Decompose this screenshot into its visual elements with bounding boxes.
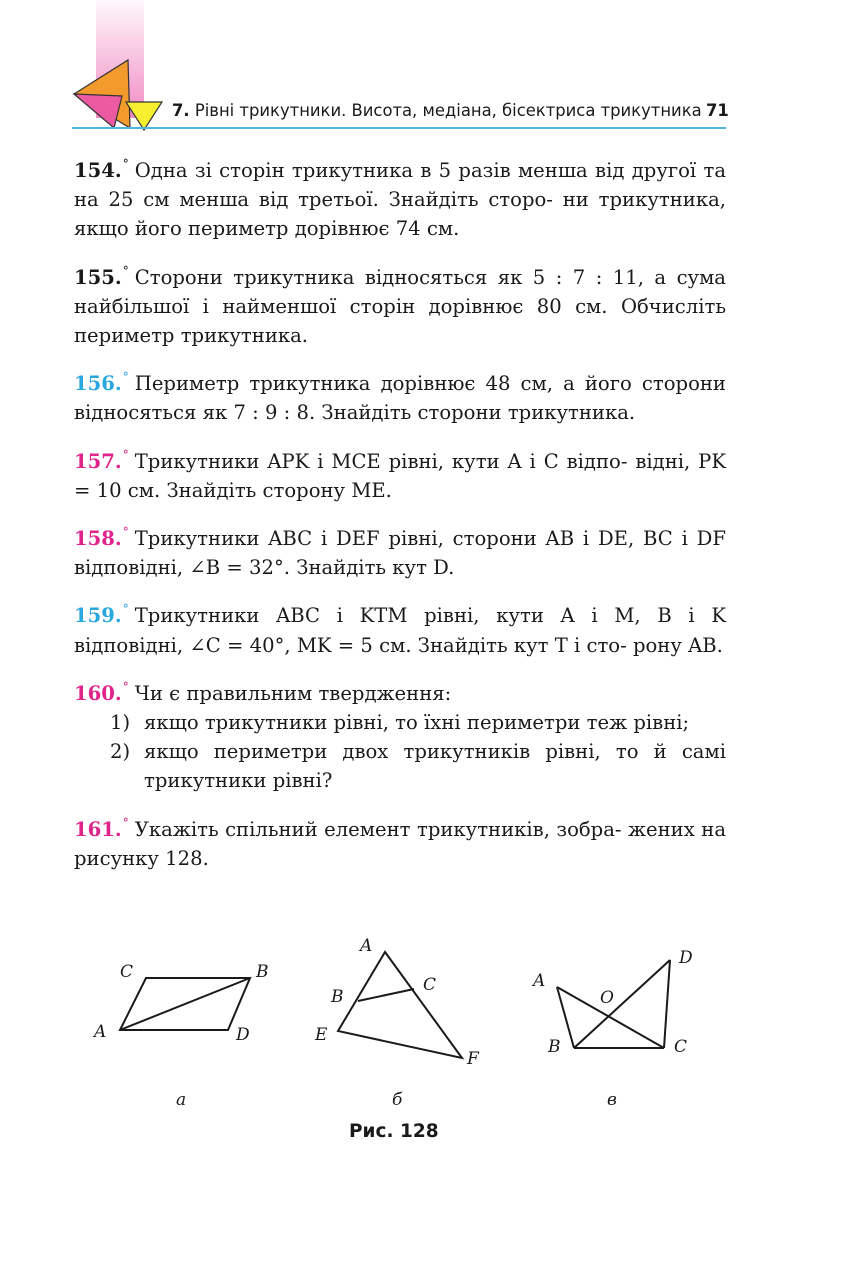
- figure-a-parallelogram: [120, 978, 250, 1030]
- task-158: 158.° Трикутники ABC і DEF рівні, сторони AB і DE, BC і DF відповідні, ∠B = 32°. Знайдіть кут D.: [74, 525, 726, 580]
- task-160: 160.° Чи є правильним твердження: 1) якщо трикутники рівні, то їхні периметри теж рівні; 2) якщо периметри двох трикутників рівні, то й самі трикутники рівні?: [74, 673, 726, 796]
- task-text: трикутника.: [507, 401, 636, 425]
- task-number: 154.: [74, 159, 122, 182]
- list-item: 2) якщо периметри двох трикутників рівні, то й самі трикутники рівні?: [110, 740, 726, 793]
- figure-b-triangles: [338, 952, 462, 1058]
- point-label: B: [331, 987, 344, 1007]
- task-number: 160.: [74, 681, 122, 705]
- task-number: 159.: [74, 604, 122, 628]
- point-label: F: [467, 1049, 479, 1069]
- task-number: 161.: [74, 817, 122, 841]
- task-text: відповідні, ∠C = 40°, MK = 5 см. Знайдіть кут T і сто-: [74, 633, 627, 657]
- task-159: 159.° Трикутники ABC і KTM рівні, кути A і M, B і K відповідні, ∠C = 40°, MK = 5 см. Знайдіть кут T і сто- рону AB.: [74, 602, 726, 657]
- task-number: 155.: [74, 265, 122, 289]
- header-divider: [72, 127, 726, 129]
- figure-caption: а: [176, 1090, 187, 1110]
- task-text: Сторони трикутника відносяться як 5 : 7 : 11,: [134, 265, 644, 289]
- point-label: A: [94, 1022, 107, 1042]
- task-number: 156.: [74, 372, 122, 396]
- point-label: A: [533, 971, 546, 991]
- task-text: BC і DF відповідні, ∠B = 32°. Знайдіть кут D.: [74, 527, 726, 580]
- point-label: B: [548, 1037, 561, 1057]
- figure-caption: б: [392, 1090, 403, 1110]
- task-157: 157.° Трикутники APK і MCE рівні, кути A і C відпо- відні, PK = 10 см. Знайдіть сторону ME.: [74, 447, 726, 502]
- task-text: Трикутники APK і MCE рівні, кути A і C відпо-: [134, 449, 628, 473]
- task-text: жених на рисунку 128.: [74, 817, 726, 870]
- figure-caption: в: [607, 1090, 617, 1110]
- task-text: Трикутники ABC і KTM рівні, кути A і M, B і K: [134, 604, 726, 628]
- task-text: Трикутники ABC і DEF рівні, сторони AB і DE,: [134, 527, 635, 551]
- task-text: Укажіть спільний елемент трикутників, зобра-: [134, 817, 622, 841]
- point-label: C: [423, 975, 437, 995]
- task-text: відні, PK = 10 см. Знайдіть сторону ME.: [74, 449, 726, 502]
- task-156: 156.° Периметр трикутника дорівнює 48 см, а його сторони відносяться як 7 : 9 : 8. Знайдіть сторони трикутника.: [74, 370, 726, 425]
- task-number: 157.: [74, 449, 122, 473]
- task-number: 158.: [74, 527, 122, 551]
- list-item: 1) якщо трикутники рівні, то їхні периметри теж рівні;: [110, 711, 690, 735]
- task-text: рону AB.: [632, 633, 723, 657]
- task-text: Одна зі сторін трикутника в 5 разів менша від: [134, 159, 625, 182]
- task-text: ни трикутника, якщо його периметр дорівнює 74 см.: [74, 188, 726, 241]
- point-label: C: [674, 1037, 688, 1057]
- point-label: D: [679, 948, 693, 968]
- task-text: другої та на 25 см менша від третьої. Знайдіть сторо-: [74, 159, 727, 212]
- task-text: а сума найбільшої і найменшої сторін дорівнює 80 см.: [74, 265, 726, 318]
- task-154: 154.° Одна зі сторін трикутника в 5 разів менша від другої та на 25 см менша від третьої. Знайдіть сторо- ни трикутника, якщо його периметр дорівнює 74 см.: [74, 157, 727, 241]
- running-header-title: 7. Рівні трикутники. Висота, медіана, бісектриса трикутника: [172, 101, 702, 120]
- figure-title: Рис. 128: [349, 1121, 439, 1142]
- task-list: [74, 150, 726, 886]
- task-text: Чи є правильним твердження:: [134, 681, 452, 705]
- task-161: 161.° Укажіть спільний елемент трикутників, зобра- жених на рисунку 128.: [74, 815, 726, 870]
- point-label: O: [600, 988, 614, 1008]
- task-text: сторони відносяться як 7 : 9 : 8. Знайдіть сторони: [74, 372, 726, 425]
- point-label: D: [236, 1025, 250, 1045]
- point-label: B: [256, 962, 269, 982]
- page-number: 71: [706, 101, 729, 120]
- point-label: E: [315, 1025, 328, 1045]
- task-text: Периметр трикутника дорівнює 48 см, а його: [134, 372, 632, 396]
- task-text: Обчисліть периметр трикутника.: [74, 294, 727, 348]
- triangles-logo-icon: [70, 56, 170, 136]
- point-label: A: [360, 936, 373, 956]
- point-label: C: [120, 962, 134, 982]
- task-155: 155.° Сторони трикутника відносяться як 5 : 7 : 11, а сума найбільшої і найменшої сторін дорівнює 80 см. Обчисліть периметр трикутника.: [74, 263, 727, 348]
